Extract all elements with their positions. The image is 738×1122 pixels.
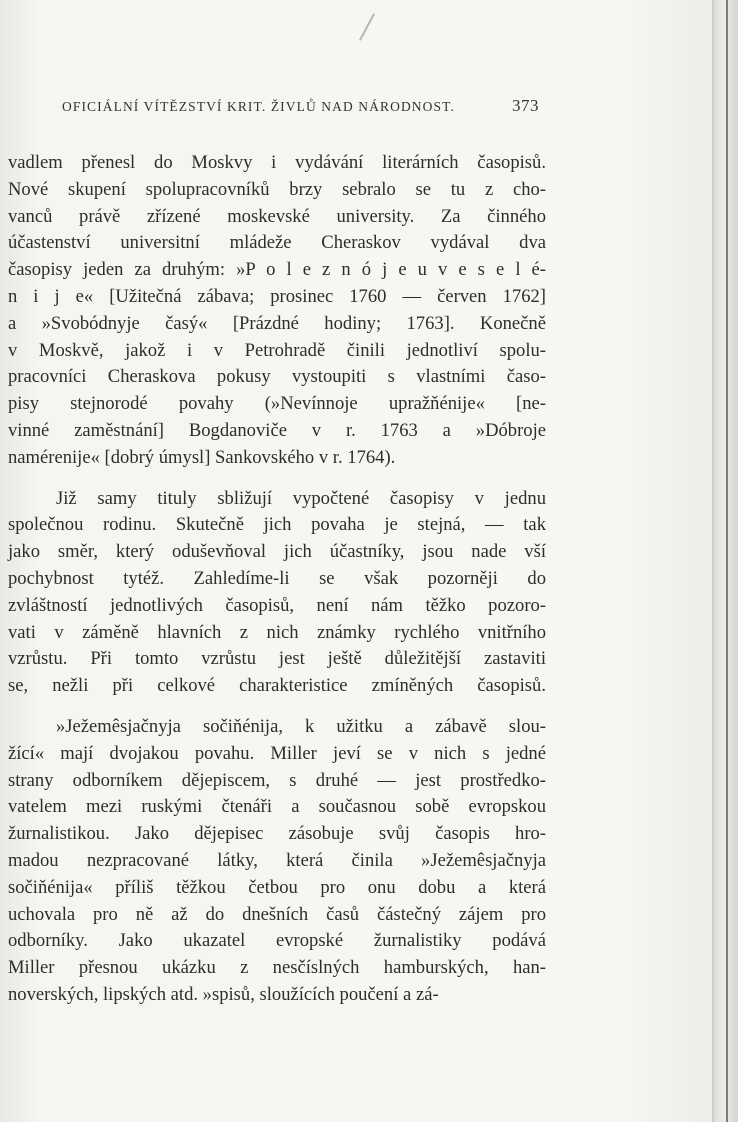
page-edge-line: [726, 0, 728, 1122]
paragraph-3: [8, 714, 546, 1009]
text-line: sočiňénija« příliš těžkou četbou pro onu dobu a která: [8, 876, 546, 898]
body-text: [8, 150, 546, 1009]
text-line: vzrůstu. Při tomto vzrůstu jest ještě důležitější zastaviti: [8, 648, 546, 670]
header-title: OFICIÁLNÍ VÍTĚZSTVÍ KRIT. ŽIVLŮ NAD NÁRODNOST.: [62, 99, 455, 114]
text-line: žící« mají dvojakou povahu. Miller jeví se v nich s jedné: [8, 742, 546, 764]
text-line: n i j e« [Užitečná zábava; prosinec 1760 — červen 1762]: [8, 285, 546, 307]
text-line: Miller přesnou ukázku z nesčíslných hamburských, han-: [8, 957, 546, 979]
paragraph-1: [8, 150, 546, 472]
text-line: a »Svobódnyje časý« [Prázdné hodiny; 1763]. Konečně: [8, 312, 546, 334]
text-line: časopisy jeden za druhým: »P o l e z n ó j e u v e s e l é-: [8, 259, 546, 281]
text-line: odborníky. Jako ukazatel evropské žurnalistiky podává: [8, 930, 546, 952]
page-number: 373: [512, 96, 539, 115]
text-line: »Ježemêsjačnyja sočiňénija, k užitku a zábavě slou-: [56, 715, 546, 737]
text-line: Nové skupení spolupracovníků brzy sebralo se tu z cho-: [8, 178, 546, 200]
text-line: pracovníci Cheraskova pokusy vystoupiti s vlastními časo-: [8, 366, 546, 388]
text-line: Již samy tituly sbližují vypočtené časopisy v jednu: [56, 487, 546, 509]
text-line: noverských, lipských atd. »spisů, sloužících poučení a zá-: [8, 983, 439, 1005]
text-line: strany odborníkem dějepiscem, s druhé — jest prostředko-: [8, 769, 546, 791]
paragraph-2: [8, 486, 546, 700]
text-line: madou nezpracované látky, která činila »Ježemêsjačnyja: [8, 849, 546, 871]
text-line: pochybnost tytéž. Zahledíme-li se však pozorněji do: [8, 567, 546, 589]
page-edge: [712, 0, 738, 1122]
text-line: jako směr, který oduševňoval jich účastníky, jsou nade vší: [8, 541, 546, 563]
text-line: společnou rodinu. Skutečně jich povaha je stejná, — tak: [8, 514, 546, 536]
text-line: vanců právě zřízené moskevské university. Za činného: [8, 205, 546, 227]
text-line: vatelem mezi ruskými čtenáři a současnou sobě evropskou: [8, 796, 546, 818]
text-line: se, nežli při celkové charakteristice zmíněných časopisů.: [8, 675, 546, 697]
text-line: uchovala pro ně až do dnešních časů částečný zájem pro: [8, 903, 546, 925]
text-line: namérenije« [dobrý úmysl] Sankovského v r. 1764).: [8, 446, 396, 468]
text-line: zvláštností jednotlivých časopisů, není nám těžko pozoro-: [8, 594, 546, 616]
text-line: žurnalistikou. Jako dějepisec zásobuje svůj časopis hro-: [8, 823, 546, 845]
text-line: pisy stejnorodé povahy (»Nevínnoje upražňénije« [ne-: [8, 393, 546, 415]
text-line: vati v záměně hlavních z nich známky rychlého vnitřního: [8, 621, 546, 643]
text-line: v Moskvě, jakož i v Petrohradě činili jednotliví spolu-: [8, 339, 546, 361]
text-line: účastenství universitní mládeže Cheraskov vydával dva: [8, 232, 546, 254]
text-line: vadlem přenesl do Moskvy i vydávání literárních časopisů.: [8, 152, 546, 173]
text-line: vinné zaměstnání] Bogdanoviče v r. 1763 a »Dóbroje: [8, 419, 546, 441]
